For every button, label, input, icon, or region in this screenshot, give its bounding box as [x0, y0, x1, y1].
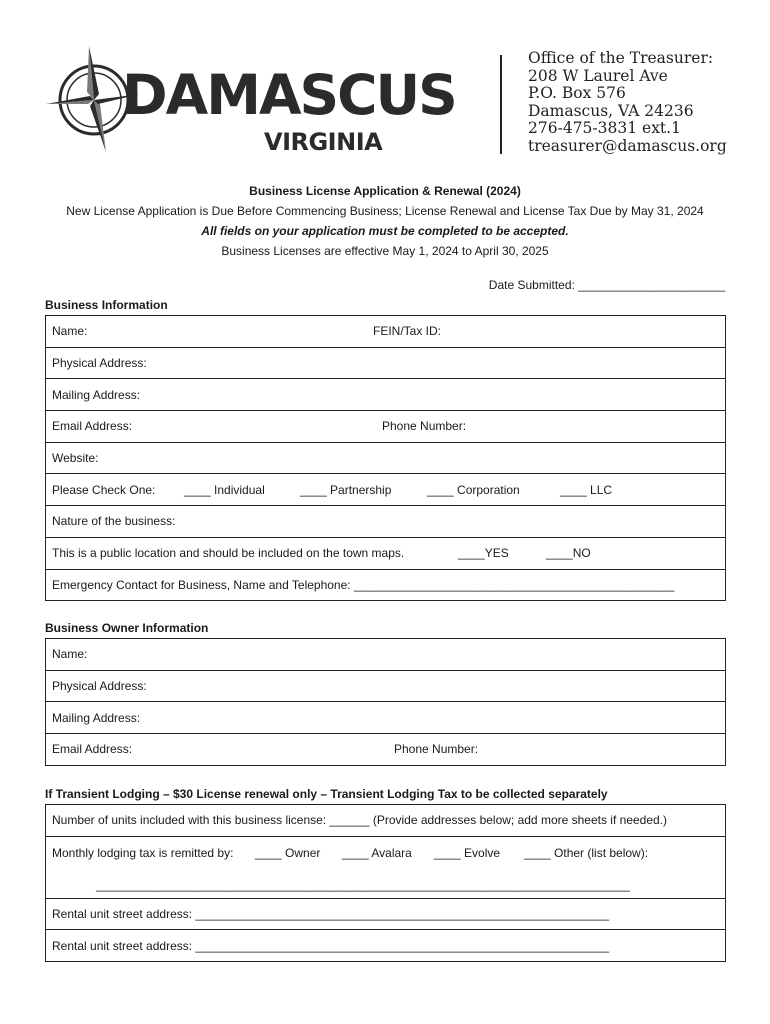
completion-notice: All fields on your application must be completed to be accepted. — [201, 224, 569, 238]
public-location-row — [46, 537, 726, 569]
owner-phone-label: Phone Number: — [394, 742, 479, 757]
letterhead — [0, 0, 770, 175]
email-label: Email Address: — [52, 419, 133, 434]
business-name-row[interactable] — [46, 316, 726, 348]
lodging-table — [45, 804, 726, 962]
owner-physical-address-label: Physical Address: — [52, 679, 147, 694]
website-label: Website: — [52, 451, 99, 466]
check-one-label: Please Check One: — [52, 482, 156, 497]
form-title: Business License Application & Renewal (2024) — [249, 184, 521, 198]
option-other[interactable]: ____ Other (list below): — [524, 845, 649, 860]
phone-label: Phone Number: — [382, 419, 467, 434]
header-divider — [500, 55, 502, 154]
date-submitted-field[interactable]: Date Submitted: ______________________ — [488, 278, 725, 292]
nature-label: Nature of the business: — [52, 514, 176, 529]
business-info-table — [45, 315, 726, 601]
office-line: Office of the Treasurer: — [528, 49, 714, 67]
office-line: Damascus, VA 24236 — [528, 101, 694, 120]
owner-name-label: Name: — [52, 647, 88, 662]
option-no[interactable]: ____NO — [546, 546, 591, 561]
nature-row[interactable] — [46, 506, 726, 538]
other-list-line[interactable]: ________________________________________________________________________________ — [96, 877, 630, 892]
owner-info-table — [45, 638, 726, 766]
treasurer-address-block — [528, 50, 727, 155]
option-partnership[interactable]: ____ Partnership — [300, 482, 392, 497]
emergency-contact-label: Emergency Contact for Business, Name and Telephone: ________________________________________________ — [52, 577, 675, 592]
office-line: 208 W Laurel Ave — [528, 66, 668, 85]
business-contact-row[interactable] — [46, 411, 726, 443]
rental-address-row[interactable] — [46, 898, 726, 930]
option-corporation[interactable]: ____ Corporation — [427, 482, 520, 497]
website-row[interactable] — [46, 442, 726, 474]
owner-info-heading: Business Owner Information — [45, 621, 209, 635]
owner-mailing-address-row[interactable] — [46, 702, 726, 734]
option-avalara[interactable]: ____ Avalara — [342, 845, 412, 860]
office-line: 276-475-3831 ext.1 — [528, 119, 681, 137]
owner-physical-address-row[interactable] — [46, 670, 726, 702]
owner-name-row[interactable] — [46, 639, 726, 671]
logo-subtitle: VIRGINIA — [264, 128, 383, 156]
office-line: P.O. Box 576 — [528, 84, 626, 102]
owner-email-label: Email Address: — [52, 742, 133, 757]
option-individual[interactable]: ____ Individual — [184, 482, 265, 497]
rental-address-row[interactable] — [46, 930, 726, 962]
owner-mailing-address-label: Mailing Address: — [52, 710, 141, 725]
due-date-notice: New License Application is Due Before Commencing Business; License Renewal and License Tax Due by May 31, 2024 — [66, 204, 704, 218]
owner-contact-row[interactable] — [46, 734, 726, 766]
physical-address-label: Physical Address: — [52, 356, 147, 371]
remitted-label: Monthly lodging tax is remitted by: — [52, 845, 234, 860]
form-titles — [0, 181, 770, 261]
option-owner[interactable]: ____ Owner — [255, 845, 321, 860]
public-location-label: This is a public location and should be included on the town maps. — [52, 546, 405, 561]
rental-address-label: Rental unit street address: ______________________________________________________________ — [52, 938, 610, 953]
units-row[interactable] — [46, 805, 726, 837]
fein-label: FEIN/Tax ID: — [373, 324, 442, 339]
mailing-address-label: Mailing Address: — [52, 387, 141, 402]
rental-address-label: Rental unit street address: ______________________________________________________________ — [52, 907, 610, 922]
business-physical-address-row[interactable] — [46, 347, 726, 379]
business-mailing-address-row[interactable] — [46, 379, 726, 411]
damascus-logo — [44, 42, 464, 162]
lodging-heading: If Transient Lodging – $30 License renewal only – Transient Lodging Tax to be collected separately — [45, 787, 608, 801]
remittance-row — [46, 836, 726, 898]
business-name-label: Name: — [52, 324, 88, 339]
option-evolve[interactable]: ____ Evolve — [434, 845, 501, 860]
logo-wordmark: DAMASCUS — [122, 63, 456, 127]
effective-period: Business Licenses are effective May 1, 2024 to April 30, 2025 — [221, 244, 549, 258]
units-label: Number of units included with this business license: ______ (Provide addresses below; add more sheets if needed.) — [52, 813, 668, 828]
option-llc[interactable]: ____ LLC — [560, 482, 613, 497]
business-info-heading: Business Information — [45, 298, 168, 312]
emergency-contact-row[interactable] — [46, 569, 726, 601]
office-line: treasurer@damascus.org — [528, 136, 727, 155]
option-yes[interactable]: ____YES — [458, 546, 509, 561]
business-type-row — [46, 474, 726, 506]
